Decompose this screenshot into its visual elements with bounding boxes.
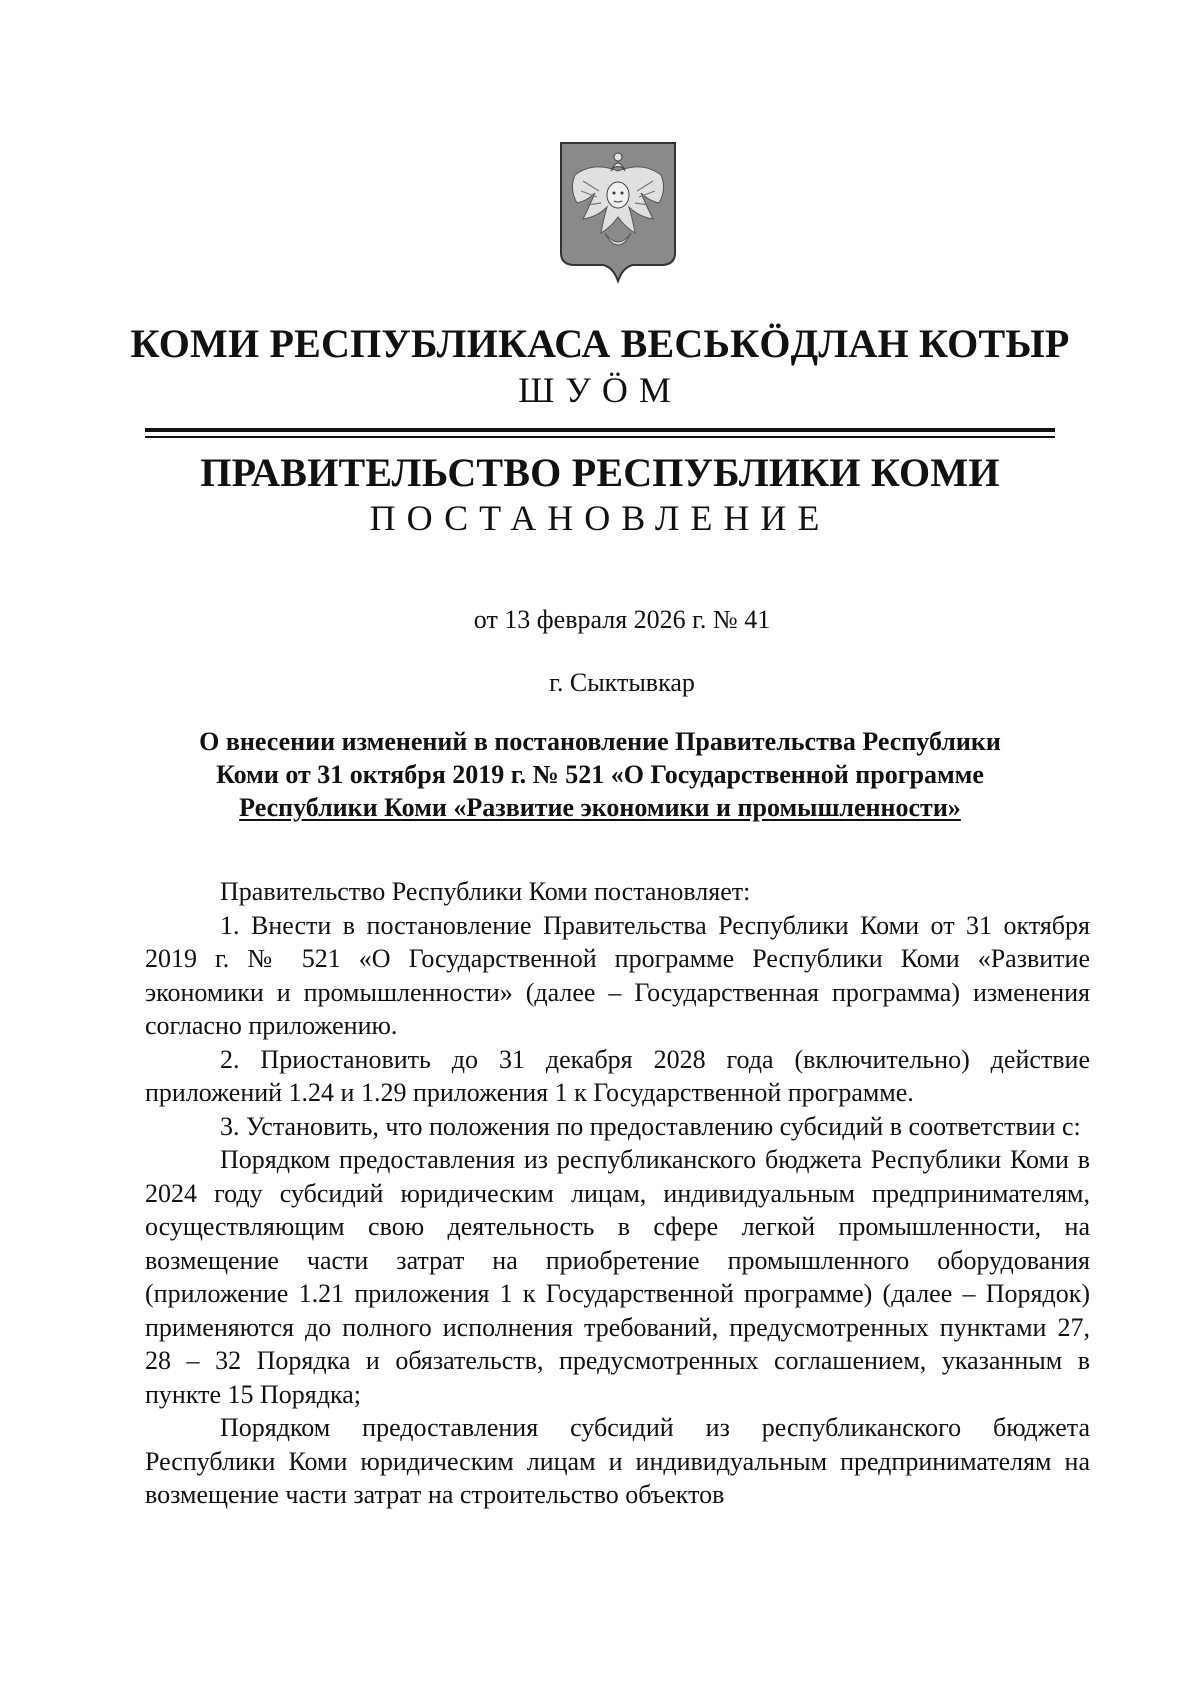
body-paragraph-item-1: 1. Внести в постановление Правительства Республики Коми от 31 октября 2019 г. № 521 «О Государственной программе Республики Коми «Развитие экономики и промышленности» (далее – Государственная программа) изменения согласно приложению. [145, 910, 1090, 1040]
decree-label: ПОСТАНОВЛЕНИЕ [369, 498, 831, 538]
header-divider-thick [145, 428, 1055, 432]
decree-title-line-1: О внесении изменений в постановление Правительства Республики [199, 727, 1001, 756]
header-divider-thin [145, 436, 1055, 438]
body-paragraph-item-2: 2. Приостановить до 31 декабря 2028 года (включительно) действие приложений 1.24 и 1.29 приложения 1 к Государственной программе. [145, 1044, 1090, 1107]
body-paragraph-item-3: 3. Установить, что положения по предоставлению субсидий в соответствии с: [220, 1111, 1081, 1141]
government-title: ПРАВИТЕЛЬСТВО РЕСПУБЛИКИ КОМИ [200, 450, 1000, 495]
body-paragraph-intro: Правительство Республики Коми постановляет: [220, 877, 751, 906]
komi-decree-label: ШУӦМ [518, 370, 682, 410]
decree-city: г. Сыктывкар [549, 668, 695, 697]
decree-title-line-2: Коми от 31 октября 2019 г. № 521 «О Государственной программе [216, 760, 984, 789]
decree-title-line-3: Республики Коми «Развитие экономики и промышленности» [239, 793, 961, 822]
decree-date-number: от 13 февраля 2026 г. № 41 [473, 605, 771, 634]
body-paragraph-procedure-2: Порядком предоставления субсидий из республиканского бюджета Республики Коми юридическим лицам и индивидуальным предпринимателям на возмещение части затрат на строительство объектов [145, 1413, 1090, 1509]
komi-coat-of-arms-icon [553, 141, 683, 289]
komi-government-title: КОМИ РЕСПУБЛИКАСА ВЕСЬКӦДЛАН КОТЫР [130, 321, 1070, 366]
decree-body [145, 875, 1090, 1512]
body-paragraph-procedure-1: Порядком предоставления из республиканского бюджета Республики Коми в 2024 году субсидий юридическим лицам, индивидуальным предпринимателям, осуществляющим свою деятельность в сфере легкой промышленности, на возмещение части затрат на приобретение промышленного оборудования (приложение 1.21 приложения 1 к Государственной программе) (далее – Порядок) применяются до полного исполнения требований, предусмотренных пунктами 27, 28 – 32 Порядка и обязательств, предусмотренных соглашением, указанным в пункте 15 Порядка; [145, 1145, 1090, 1409]
